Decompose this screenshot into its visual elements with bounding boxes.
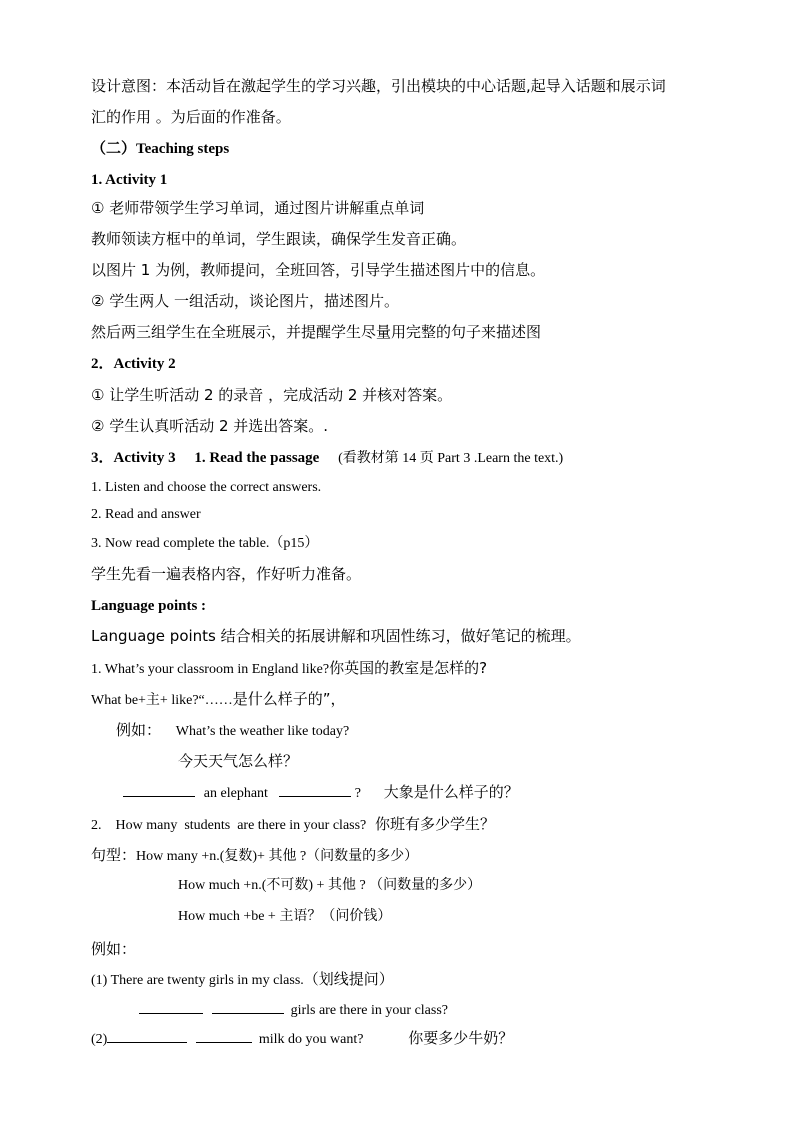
activity3-item: 2. Read and answer: [91, 507, 201, 522]
activity3-heading: [91, 447, 563, 469]
activity1-item: 以图片 1 为例，教师提问，全班回答，引导学生描述图片中的信息。: [91, 261, 546, 279]
point2-example2: [91, 1028, 513, 1050]
point2-pattern1: [91, 845, 418, 867]
section-heading: （二）Teaching steps: [91, 141, 230, 157]
language-points-heading: Language points :: [91, 598, 207, 614]
point1-fill-q: ?: [354, 786, 361, 801]
point2-ex1-cn: （划线提问）: [303, 970, 394, 988]
activity3-item: 3. Now read complete the table.（p15）: [91, 536, 319, 551]
point1-fill-line: [123, 782, 519, 804]
point1-question: [91, 658, 487, 680]
point2-ex2-en: milk do you want?: [258, 1032, 364, 1047]
fill-blank[interactable]: [123, 782, 195, 797]
language-points-intro: Language points 结合相关的拓展讲解和巩固性练习，做好笔记的梳理。: [91, 627, 581, 645]
activity1-item: 然后两三组学生在全班展示，并提醒学生尽量用完整的句子来描述图: [91, 323, 542, 341]
design-intent-line-2: 汇的作用 。为后面的作准备。: [91, 108, 291, 126]
point2-pattern3: How much +be + 主语？（问价钱）: [178, 909, 392, 924]
point2-question-en: 2. How many students are there in your class?: [91, 818, 367, 833]
point2-question: [91, 814, 495, 836]
fill-blank[interactable]: [279, 782, 351, 797]
point1-pattern-en: What be+主+ like?“……: [91, 693, 233, 708]
point2-example1: [91, 969, 394, 991]
fill-blank[interactable]: [196, 1028, 252, 1043]
point2-pattern1-text: How many +n.(复数)+ 其他 ?（问数量的多少）: [136, 849, 419, 864]
activity1-item: ① 老师带领学生学习单词，通过图片讲解重点单词: [91, 199, 425, 217]
activity3-item: 1. Listen and choose the correct answers.: [91, 480, 322, 495]
activity2-heading: 2．Activity 2: [91, 356, 176, 372]
point2-pattern-label: 句型：: [91, 846, 137, 864]
point2-ex1-fill: girls are there in your class?: [290, 1003, 449, 1018]
fill-blank[interactable]: [139, 999, 203, 1014]
point2-example1-fill: [139, 999, 448, 1021]
point2-ex2-cn: 你要多少牛奶？: [408, 1029, 514, 1047]
point1-fill-cn: 大象是什么样子的？: [383, 783, 519, 801]
fill-blank[interactable]: [107, 1028, 187, 1043]
activity3-heading-bold: 3．Activity 3 1. Read the passage: [91, 450, 320, 466]
activity2-item: ② 学生认真听活动 2 并选出答案。.: [91, 417, 329, 435]
point1-question-cn: 你英国的教室是怎样的?: [329, 659, 488, 677]
activity3-note: 学生先看一遍表格内容，作好听力准备。: [91, 565, 362, 583]
point1-example-label: 例如：: [116, 721, 162, 739]
point2-example-label: 例如：: [91, 940, 137, 958]
point1-pattern-cn: 是什么样子的”，: [232, 690, 346, 708]
point2-pattern2: How much +n.(不可数) + 其他 ? （问数量的多少）: [178, 878, 482, 893]
fill-blank[interactable]: [212, 999, 284, 1014]
point2-ex2-label: (2): [91, 1032, 108, 1047]
point1-fill-en: an elephant: [203, 786, 268, 801]
design-intent-line-1: 设计意图：本活动旨在激起学生的学习兴趣，引出模块的中心话题,起导入话题和展示词: [91, 77, 666, 95]
point2-question-cn: 你班有多少学生？: [375, 815, 496, 833]
activity3-heading-note: (看教材第 14 页 Part 3 .Learn the text.): [338, 451, 564, 466]
point2-ex1-en: (1) There are twenty girls in my class.: [91, 973, 304, 988]
activity1-heading: 1. Activity 1: [91, 172, 168, 188]
point1-question-en: 1. What’s your classroom in England like?: [91, 662, 330, 677]
activity1-item: ② 学生两人 一组活动，谈论图片，描述图片。: [91, 292, 399, 310]
point1-example-cn: 今天天气怎么样？: [178, 752, 299, 770]
point1-example-en: What’s the weather like today?: [175, 724, 350, 739]
activity2-item: ① 让学生听活动 2 的录音 ，完成活动 2 并核对答案。: [91, 386, 453, 404]
activity1-item: 教师领读方框中的单词，学生跟读，确保学生发音正确。: [91, 230, 467, 248]
point1-pattern: [91, 689, 346, 711]
point1-example: [116, 720, 349, 742]
